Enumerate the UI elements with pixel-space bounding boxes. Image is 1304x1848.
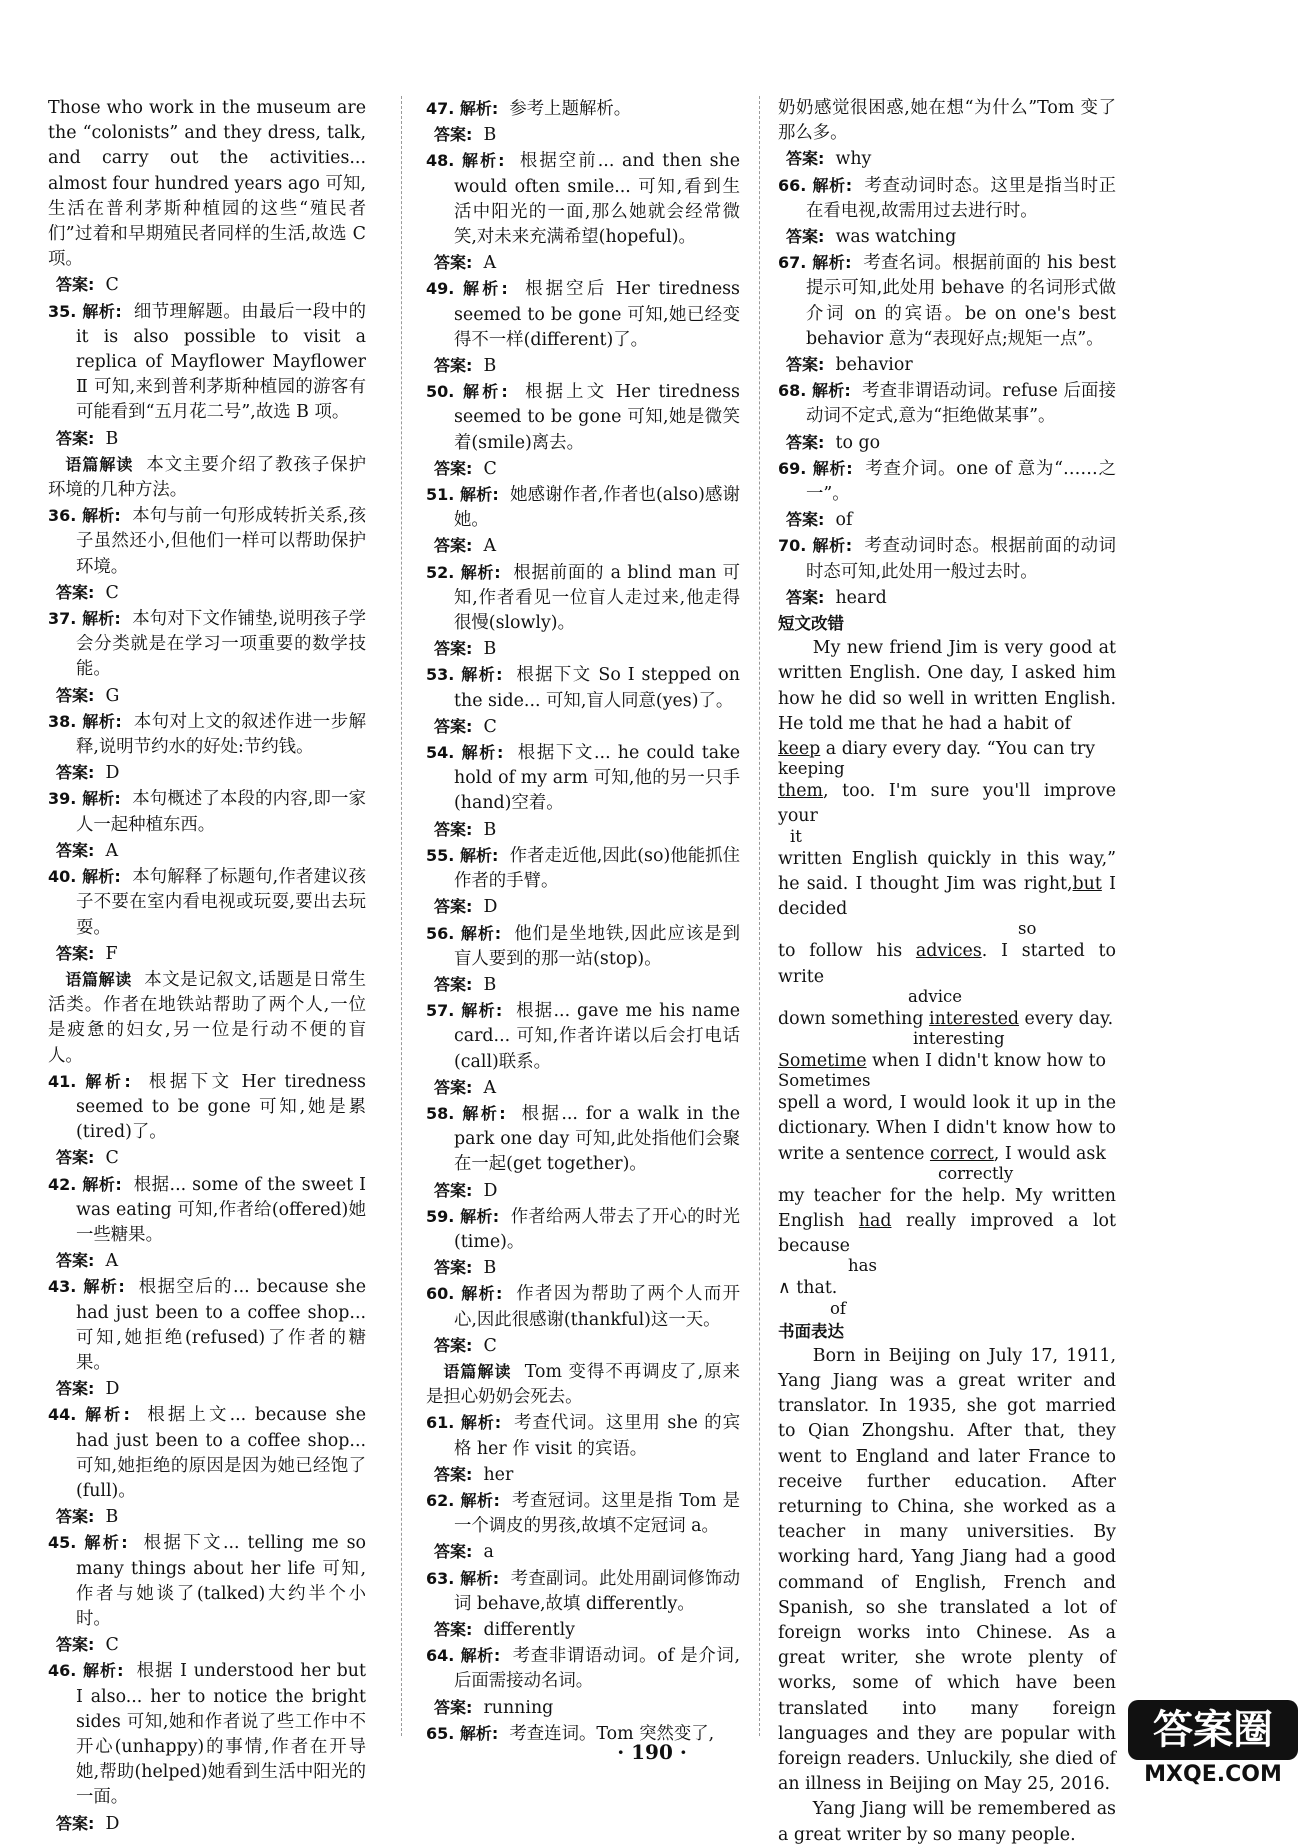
explanation-text: 根据上文 Her tiredness seemed to be gone 可知,她是微笑着(smile)离去。 (454, 382, 740, 453)
explanation-text: 根据空前... and then she would often smile... 可知,看到生活中阳光的一面,那么她就会经常微笑,对未来充满希望(hopeful)。 (454, 151, 741, 248)
answer-value: C (105, 275, 119, 296)
answer-label: 答案: (434, 897, 473, 917)
answer-line (426, 456, 740, 482)
answer-label: 答案: (56, 685, 95, 705)
explanation-label: 57. 解析: (426, 1001, 503, 1021)
explanation-label: 61. 解析: (426, 1413, 502, 1433)
explanation-label: 66. 解析: (778, 175, 853, 195)
explanation-text: 考查介词。one of 意为“……之一”。 (806, 458, 1116, 505)
answer-label: 答案: (56, 840, 95, 860)
answer-value: B (483, 819, 497, 840)
explanation-item (426, 482, 740, 533)
explanation-text: 作者走近他,因此(so)他能抓住作者的手臂。 (454, 845, 740, 892)
explanation-label: 62. 解析: (426, 1490, 500, 1510)
correction-fix: interesting (913, 1028, 1005, 1048)
explanation-text: 作者因为帮助了两个人而开心,因此很感谢(thankful)这一天。 (454, 1284, 740, 1330)
answer-value: D (105, 1813, 120, 1834)
explanation-item (778, 378, 1116, 429)
explanation-label: 42. 解析: (48, 1174, 122, 1194)
answer-value: C (483, 716, 497, 737)
answer-line (426, 1178, 740, 1204)
explanation-text: 考查非谓语动词。refuse 后面接动词不定式,意为“拒绝做某事”。 (806, 381, 1116, 427)
answer-label: 答案: (434, 1077, 473, 1097)
paragraph: Those who work in the museum are the “colonists” and they dress, talk, and carry out the activities... almost four hundred years ago 可知,生活在普利茅斯种植园的这些“殖民者们”过着和早期殖民者同样的生活,故选 C 项。 (48, 98, 366, 270)
explanation-item (778, 173, 1116, 224)
answer-value: C (105, 1148, 119, 1169)
explanation-item (48, 709, 366, 760)
explanation-item (778, 250, 1116, 352)
answer-value: B (105, 428, 119, 449)
explanation-item (426, 740, 740, 817)
explanation-label: 53. 解析: (426, 665, 503, 685)
explanation-text: 本句对下文作铺垫,说明孩子学会分类就是在学习一项重要的数学技能。 (76, 609, 366, 680)
explanation-text: 本句解释了标题句,作者建议孩子不要在室内看电视或玩耍,要出去玩耍。 (76, 867, 366, 938)
answer-line (426, 1255, 740, 1281)
correction-fix: has (848, 1256, 877, 1276)
error-word: Sometime (778, 1050, 867, 1071)
answer-label: 答案: (434, 253, 473, 273)
error-word: correct (929, 1143, 994, 1164)
explanation-label: 49. 解析: (426, 279, 508, 299)
answer-line (48, 760, 366, 786)
explanation-text: 根据... some of the sweet I was eating 可知,作者给(offered)她一些糖果。 (76, 1174, 366, 1245)
explanation-label: 60. 解析: (426, 1284, 503, 1304)
answer-label: 答案: (56, 428, 95, 448)
answer-value: to go (835, 432, 881, 453)
answer-value: of (835, 510, 853, 531)
explanation-item (426, 379, 740, 456)
explanation-text: 根据下文... he could take hold of my arm 可知,他的另一只手(hand)空着。 (454, 743, 740, 814)
explanation-label: 67. 解析: (778, 253, 852, 273)
answer-label: 答案: (56, 943, 95, 963)
explanation-item (48, 786, 366, 837)
answer-line (426, 353, 740, 379)
explanation-item (48, 1069, 366, 1146)
answer-value: G (105, 685, 120, 706)
answer-value: heard (835, 587, 887, 608)
error-word: them (778, 781, 823, 802)
explanation-text: 考查动词时态。这里是指当时正在看电视,故需用过去进行时。 (806, 175, 1116, 221)
answer-line (426, 1462, 740, 1488)
answer-value: C (483, 458, 497, 479)
explanation-text: 考查代词。这里用 she 的宾格 her 作 visit 的宾语。 (454, 1413, 740, 1459)
error-word: keep (778, 739, 821, 760)
answer-value: A (483, 1077, 497, 1098)
correction-line: Sometime when I didn't know how to (778, 1050, 1107, 1071)
answer-label: 答案: (434, 819, 473, 839)
explanation-label: 52. 解析: (426, 562, 501, 582)
answer-label: 答案: (786, 510, 825, 530)
answer-value: C (483, 1335, 497, 1356)
correction-fix: it (790, 826, 802, 846)
explanation-label: 36. 解析: (48, 506, 121, 526)
answer-value: B (483, 356, 497, 377)
correction-line: them, too. I'm sure you'll improve your (778, 781, 1116, 827)
passage-summary (426, 1359, 740, 1410)
summary-text: 本文主要介绍了教孩子保护环境的几种方法。 (48, 454, 366, 501)
summary-label: 语篇解读 (65, 454, 134, 474)
correction-line: spell a word, I would look it up in the dictionary. When I didn't know how to write a sentence correct, I would ask (778, 1093, 1116, 1164)
section-heading-correction: 短文改错 (778, 614, 844, 634)
answer-value: A (105, 1251, 119, 1272)
explanation-text: 本句与前一句形成转折关系,孩子虽然还小,但他们一样可以帮助保护环境。 (76, 506, 366, 577)
explanation-text: 本句概述了本段的内容,即一家人一起种植东西。 (76, 789, 366, 835)
column-right (778, 96, 1116, 1848)
explanation-item (426, 276, 740, 353)
answer-value: B (483, 639, 497, 660)
answer-line (48, 272, 366, 298)
answer-line (426, 1539, 740, 1565)
answer-line (426, 1333, 740, 1359)
correction-fix: correctly (938, 1163, 1014, 1183)
explanation-label: 48. 解析: (426, 151, 505, 171)
explanation-label: 54. 解析: (426, 743, 504, 763)
answer-value: differently (483, 1619, 575, 1640)
explanation-item (48, 1274, 366, 1376)
explanation-text: 本句对上文的叙述作进一步解释,说明节约水的好处:节约钱。 (76, 711, 366, 758)
answer-label: 答案: (56, 1148, 95, 1168)
explanation-text: 根据... gave me his name card... 可知,作者许诺以后会打电话(call)联系。 (454, 1001, 740, 1072)
explanation-label: 64. 解析: (426, 1646, 501, 1666)
answer-value: A (105, 840, 119, 861)
explanation-label: 38. 解析: (48, 711, 122, 731)
explanation-item (426, 662, 740, 713)
correction-text: My new friend Jim is very good at written English. One day, I asked him how he did so well in written English. He told me that he had a habit of keep a diary every day. “You can try (778, 638, 1116, 760)
explanation-text: 作者给两人带去了开心的时光(time)。 (454, 1206, 740, 1252)
explanation-item (426, 1101, 740, 1178)
answer-value: A (483, 253, 497, 274)
answer-value: D (483, 897, 498, 918)
answer-label: 答案: (434, 1464, 473, 1484)
answer-line (48, 1811, 366, 1837)
answer-value: running (483, 1697, 554, 1718)
explanation-text: 他们是坐地铁,因此应该是到盲人要到的那一站(stop)。 (454, 923, 740, 969)
passage-summary (48, 452, 366, 503)
writing-paragraph: Yang Jiang will be remembered as a great writer by so many people. (778, 1799, 1116, 1845)
explanation-text: 根据... for a walk in the park one day 可知,此处指他们会聚在一起(get together)。 (454, 1103, 740, 1175)
answer-line (426, 972, 740, 998)
column-middle (426, 96, 740, 1747)
answer-label: 答案: (56, 275, 95, 295)
explanation-label: 56. 解析: (426, 923, 502, 943)
explanation-item (778, 533, 1116, 584)
answer-line (48, 426, 366, 452)
explanation-label: 58. 解析: (426, 1103, 506, 1123)
explanation-label: 63. 解析: (426, 1568, 500, 1588)
answer-line (426, 817, 740, 843)
explanation-item (426, 1410, 740, 1461)
correction-fix: keeping (778, 759, 845, 779)
answer-line (48, 580, 366, 606)
explanation-text: 根据 I understood her but I also... her to notice the bright sides 可知,她和作者说了些工作中不开心(unhappy)的事情,作者在开导她,帮助(helped)她看到生活中阳光的一面。 (76, 1661, 366, 1808)
explanation-item (426, 921, 740, 972)
answer-line (48, 941, 366, 967)
answer-value: B (483, 125, 497, 146)
explanation-item (48, 864, 366, 941)
answer-label: 答案: (434, 1697, 473, 1717)
explanation-item (778, 456, 1116, 507)
column-left (48, 96, 366, 1837)
answer-line (48, 1632, 366, 1658)
explanation-label: 51. 解析: (426, 485, 499, 505)
explanation-item (48, 503, 366, 580)
answer-label: 答案: (56, 1251, 95, 1271)
explanation-label: 39. 解析: (48, 789, 121, 809)
explanation-item (48, 1658, 366, 1810)
correction-line: ∧ that. (778, 1278, 838, 1299)
explanation-text: 根据上文... because she had just been to a coffee shop... 可知,她拒绝的原因是因为她已经饱了(full)。 (76, 1405, 366, 1501)
column-divider (401, 96, 402, 1736)
answer-label: 答案: (786, 432, 825, 452)
answer-label: 答案: (434, 639, 473, 659)
answer-label: 答案: (434, 1619, 473, 1639)
answer-line (778, 507, 1116, 533)
explanation-text: 根据空后的... because she had just been to a coffee shop... 可知,她拒绝(refused)了作者的糖果。 (76, 1277, 366, 1373)
correction-fix: of (830, 1298, 847, 1318)
explanation-text: 根据下文... telling me so many things about her life 可知,作者与她谈了(talked)大约半个小时。 (76, 1533, 366, 1629)
explanation-item (48, 606, 366, 683)
explanation-label: 68. 解析: (778, 381, 851, 401)
explanation-text: 根据下文 So I stepped on the side... 可知,盲人同意(yes)了。 (454, 665, 740, 711)
explanation-text: 根据空后 Her tiredness seemed to be gone 可知,她已经变得不一样(different)了。 (454, 279, 740, 350)
summary-text: 本文是记叙文,话题是日常生活类。作者在地铁站帮助了两个人,一位是疲惫的妇女,另一位是行动不便的盲人。 (48, 969, 366, 1066)
answer-line (426, 1075, 740, 1101)
explanation-text: 考查动词时态。根据前面的动词时态可知,此处用一般过去时。 (806, 536, 1116, 582)
watermark-url: MXQE.COM (1144, 1762, 1282, 1787)
explanation-label: 41. 解析: (48, 1071, 131, 1091)
correction-fix: Sometimes (778, 1071, 871, 1091)
answer-line (426, 1695, 740, 1721)
explanation-label: 45. 解析: (48, 1533, 128, 1553)
explanation-label: 59. 解析: (426, 1206, 500, 1226)
explanation-label: 69. 解析: (778, 458, 853, 478)
summary-label: 语篇解读 (443, 1361, 512, 1381)
error-word: had (858, 1210, 892, 1231)
answer-value: behavior (835, 355, 913, 376)
explanation-text: 考查冠词。这里是指 Tom 是一个调皮的男孩,故填不定冠词 a。 (454, 1490, 740, 1537)
answer-label: 答案: (786, 227, 825, 247)
explanation-item (48, 1530, 366, 1632)
answer-label: 答案: (56, 582, 95, 602)
correction-line: to follow his advices. I started to write (778, 941, 1117, 987)
correction-line: my teacher for the help. My written English had really improved a lot because (778, 1185, 1116, 1257)
explanation-label: 46. 解析: (48, 1661, 124, 1681)
answer-value: D (105, 763, 120, 784)
watermark-logo (1128, 1700, 1298, 1792)
explanation-label: 65. 解析: (426, 1723, 499, 1743)
answer-line (426, 533, 740, 559)
answer-label: 答案: (434, 1542, 473, 1562)
explanation-item (426, 560, 740, 637)
answer-line (426, 1617, 740, 1643)
answer-label: 答案: (434, 125, 473, 145)
watermark-text: 答案圈 (1128, 1700, 1298, 1760)
explanation-item (426, 96, 740, 122)
paragraph: 奶奶感觉很困惑,她在想“为什么”Tom 变了那么多。 (778, 98, 1116, 144)
explanation-label: 37. 解析: (48, 609, 121, 629)
answer-line (778, 224, 1116, 250)
answer-value: her (483, 1464, 514, 1485)
answer-line (48, 683, 366, 709)
explanation-item (426, 1204, 740, 1255)
explanation-item (48, 1172, 366, 1249)
answer-value: C (105, 582, 119, 603)
answer-label: 答案: (434, 716, 473, 736)
error-word: interested (929, 1008, 1020, 1029)
answer-label: 答案: (434, 1180, 473, 1200)
answer-label: 答案: (434, 458, 473, 478)
answer-label: 答案: (56, 1813, 95, 1833)
answer-value: F (105, 943, 118, 964)
answer-label: 答案: (434, 1258, 473, 1278)
explanation-label: 55. 解析: (426, 845, 499, 865)
answer-line (426, 894, 740, 920)
explanation-item (426, 1488, 740, 1539)
answer-label: 答案: (786, 587, 825, 607)
answer-label: 答案: (56, 1635, 95, 1655)
answer-value: a (483, 1542, 494, 1563)
answer-line (778, 352, 1116, 378)
answer-line (778, 430, 1116, 456)
explanation-item (426, 148, 740, 250)
answer-value: B (483, 974, 497, 995)
answer-value: why (835, 149, 872, 170)
answer-value: B (105, 1507, 119, 1528)
explanation-text: 根据前面的 a blind man 可知,作者看见一位盲人走过来,他走得很慢(slowly)。 (454, 562, 740, 634)
correction-line: written English quickly in this way,” he said. I thought Jim was right,but I decided (778, 848, 1116, 920)
explanation-item (426, 1566, 740, 1617)
answer-label: 答案: (56, 1379, 95, 1399)
answer-line (778, 146, 1116, 172)
explanation-label: 50. 解析: (426, 382, 508, 402)
explanation-item (426, 998, 740, 1075)
answer-line (778, 585, 1116, 611)
answer-line (48, 838, 366, 864)
summary-text: Tom 变得不再调皮了,原来是担心奶奶会死去。 (426, 1361, 740, 1408)
explanation-text: 细节理解题。由最后一段中的 it is also possible to visit a replica of Mayflower Mayflower Ⅱ 可知,来到普利茅斯种植园的游客有可能看到“五月花二号”,故选 B 项。 (76, 301, 366, 423)
explanation-label: 40. 解析: (48, 867, 121, 887)
explanation-item (426, 1643, 740, 1694)
answer-value: C (105, 1635, 119, 1656)
answer-label: 答案: (786, 149, 825, 169)
answer-label: 答案: (786, 355, 825, 375)
explanation-label: 43. 解析: (48, 1277, 125, 1297)
answer-line (48, 1248, 366, 1274)
answer-line (48, 1145, 366, 1171)
answer-value: D (105, 1379, 120, 1400)
answer-line (426, 250, 740, 276)
answer-line (48, 1376, 366, 1402)
explanation-text: 考查连词。Tom 突然变了, (509, 1723, 715, 1744)
answer-line (426, 122, 740, 148)
explanation-item (426, 843, 740, 894)
section-heading-writing: 书面表达 (778, 1321, 844, 1341)
explanation-text: 考查非谓语动词。of 是介词,后面需接动名词。 (454, 1646, 740, 1692)
passage-summary (48, 967, 366, 1069)
answer-value: A (483, 536, 497, 557)
answer-list (778, 96, 1116, 611)
explanation-text: 考查副词。此处用副词修饰动词 behave,故填 differently。 (454, 1568, 740, 1614)
answer-label: 答案: (56, 763, 95, 783)
answer-value: D (483, 1180, 498, 1201)
answer-label: 答案: (434, 1335, 473, 1355)
column-divider (759, 96, 760, 1736)
correction-line: down something interested every day. (778, 1008, 1114, 1029)
answer-label: 答案: (434, 974, 473, 994)
answer-label: 答案: (434, 536, 473, 556)
explanation-label: 47. 解析: (426, 99, 499, 118)
answer-line (426, 636, 740, 662)
page-number: · 190 · (617, 1740, 687, 1764)
explanation-item (426, 1281, 740, 1332)
correction-fix: so (1018, 919, 1037, 939)
answer-line (426, 714, 740, 740)
explanation-text: 根据下文 Her tiredness seemed to be gone 可知,她是累(tired)了。 (76, 1071, 366, 1143)
writing-paragraph: Born in Beijing on July 17, 1911, Yang Jiang was a great writer and translator. In 1935, she got married to Qian Zhongshu. After that, they went to England and later France to receive further education. After returning to China, she worked as a teacher in many universities. By working hard, Yang Jiang had a good command of English, French and Spanish, so she translated a lot of foreign works into Chinese. As a great writer, she wrote plenty of works, some of which have been translated into many foreign languages and they are popular with foreign readers. Unluckily, she died of an illness in Beijing on May 25, 2016. (778, 1345, 1116, 1795)
explanation-label: 44. 解析: (48, 1405, 130, 1425)
error-word: advices (915, 941, 982, 962)
explanation-text: 考查名词。根据前面的 his best 提示可知,此处用 behave 的名词形式做介词 on 的宾语。be on one's best behavior 意为“表现好点;规矩一点”。 (806, 253, 1116, 349)
summary-label: 语篇解读 (65, 969, 132, 989)
explanation-text: 她感谢作者,作者也(also)感谢她。 (454, 485, 740, 531)
answer-label: 答案: (434, 356, 473, 376)
answer-value: was watching (835, 227, 957, 248)
correction-fix: advice (908, 986, 963, 1006)
explanation-label: 35. 解析: (48, 301, 122, 321)
explanation-label: 70. 解析: (778, 536, 853, 556)
explanation-item (48, 299, 366, 426)
explanation-text: 参考上题解析。 (509, 99, 632, 119)
error-word: but (1072, 873, 1102, 894)
answer-value: B (483, 1258, 497, 1279)
explanation-item (48, 1402, 366, 1504)
answer-line (48, 1504, 366, 1530)
answer-label: 答案: (56, 1507, 95, 1527)
